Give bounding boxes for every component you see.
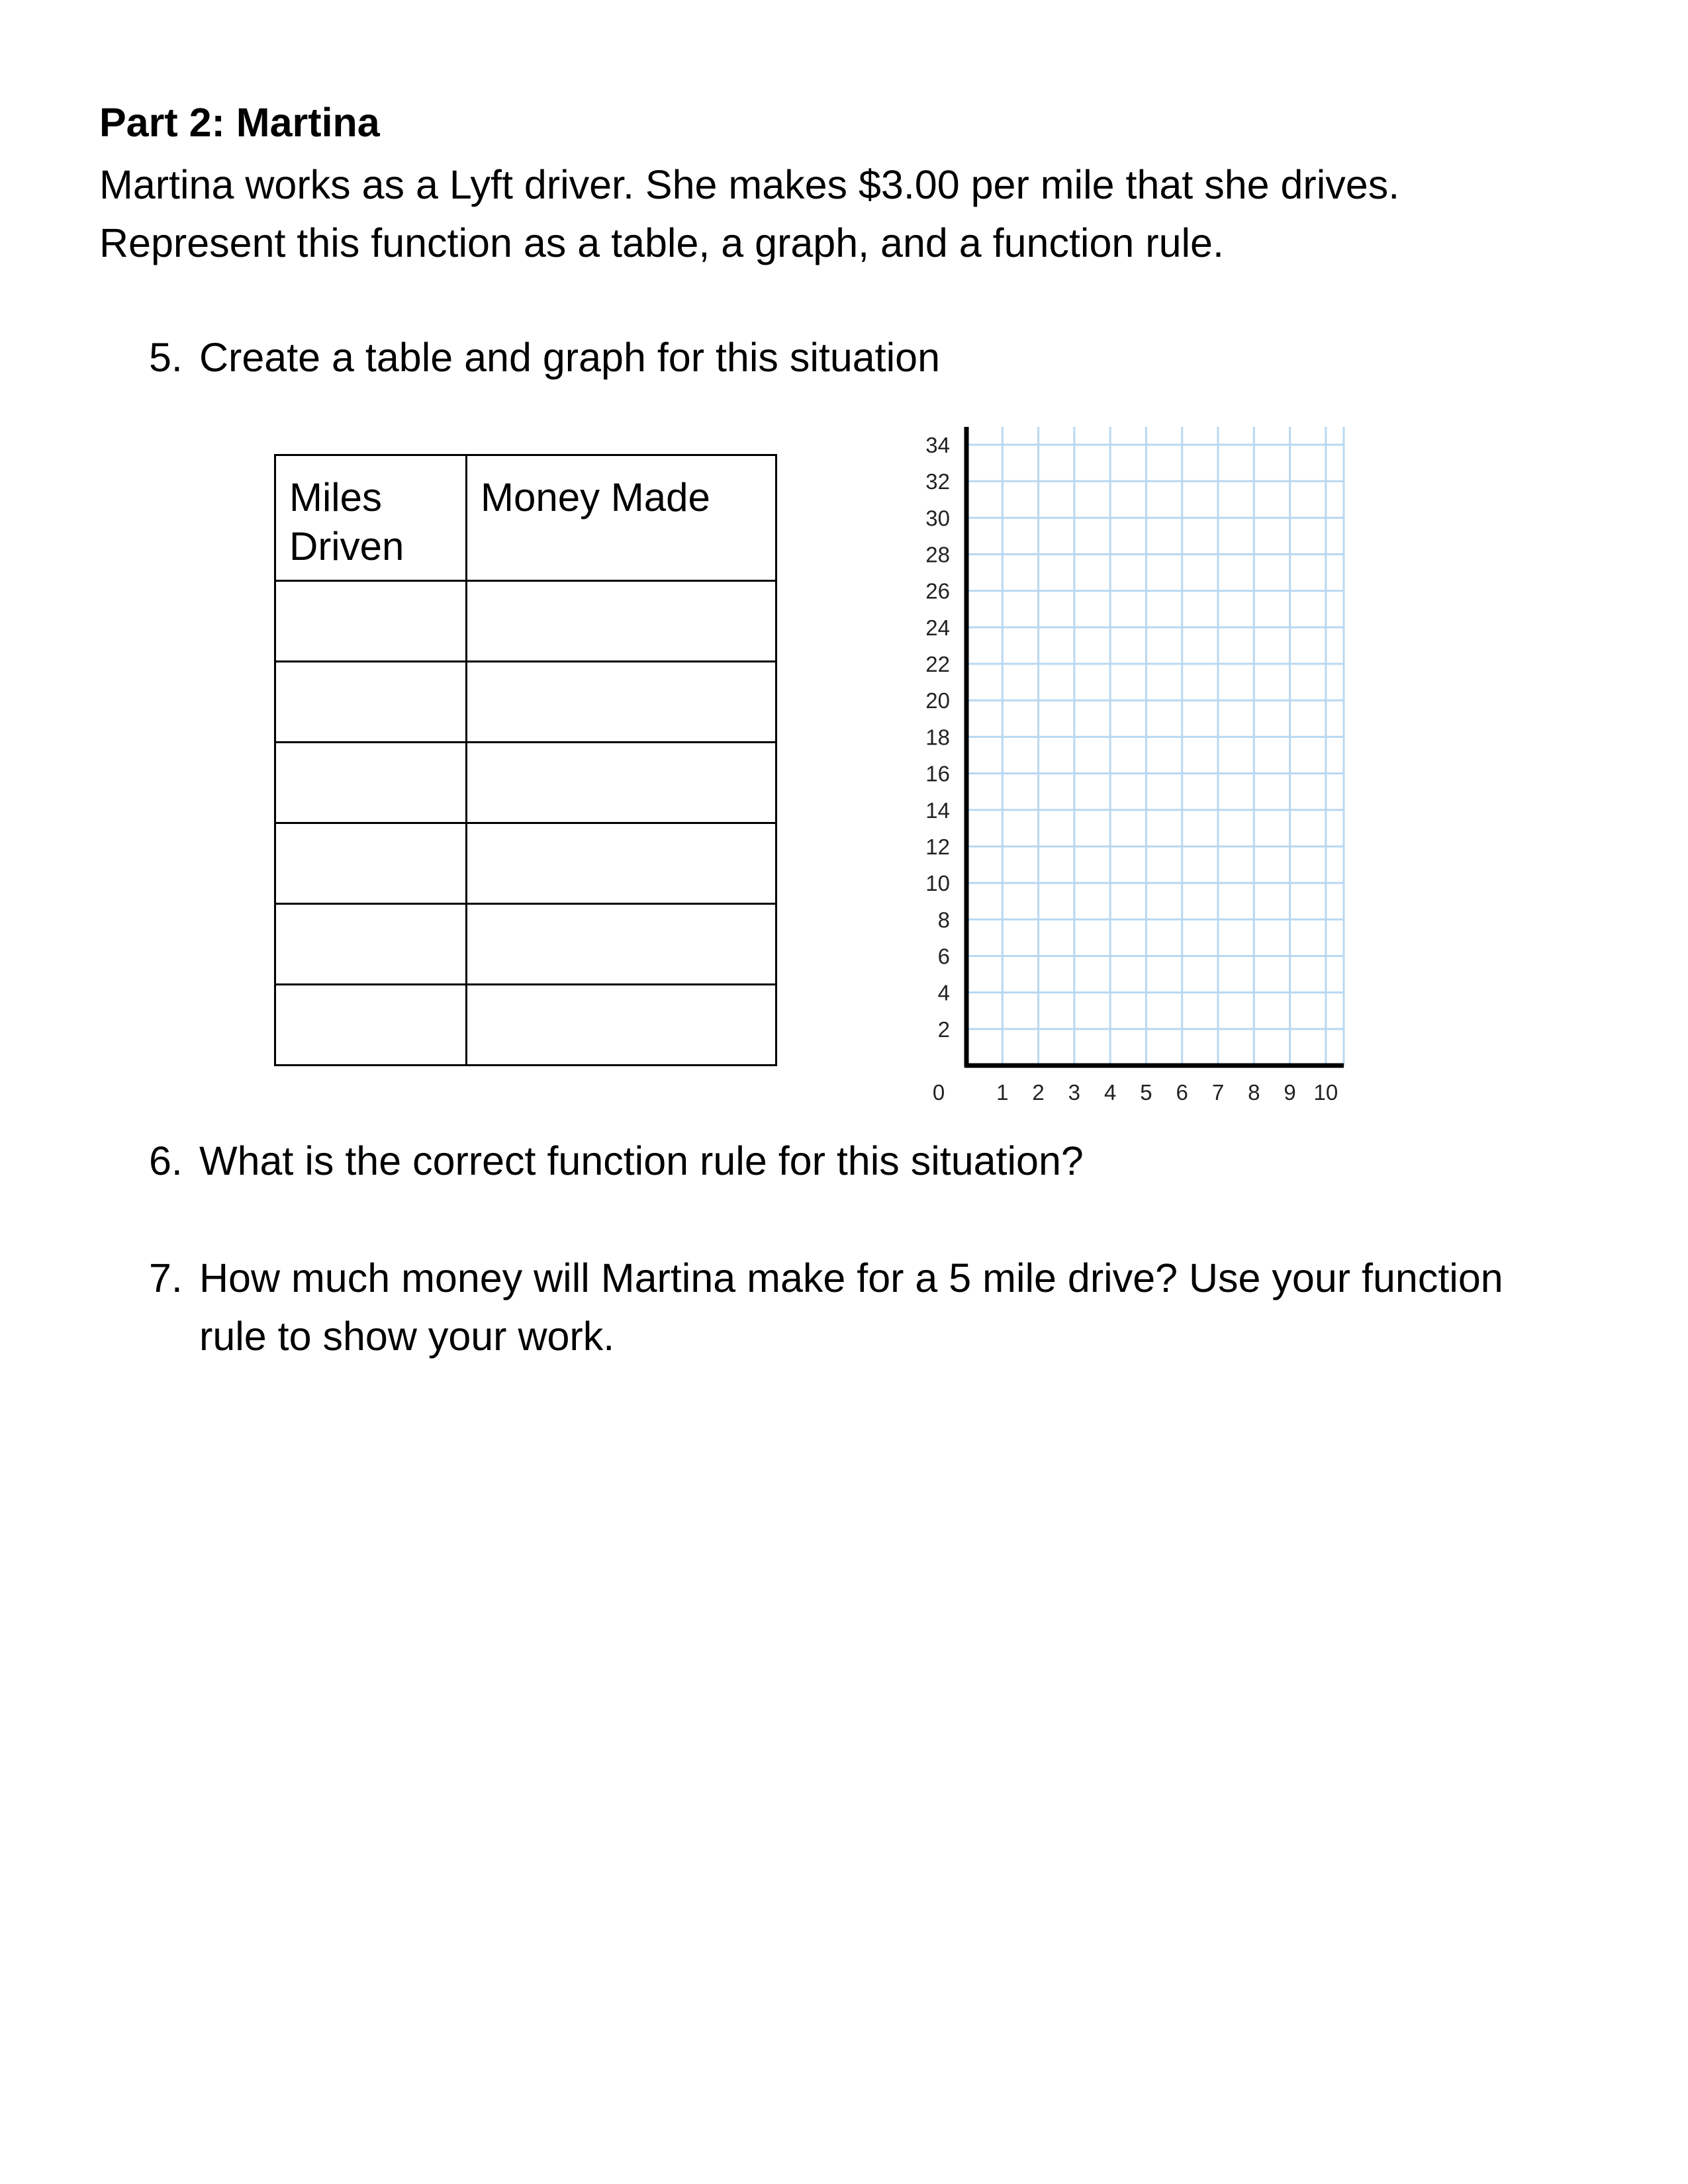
miles-cell[interactable]: [275, 581, 467, 662]
y-tick-label: 34: [925, 433, 950, 457]
header-money-made: Money Made: [467, 455, 776, 581]
money-cell[interactable]: [467, 823, 776, 904]
table-row: [275, 662, 776, 743]
miles-cell[interactable]: [275, 662, 467, 743]
miles-cell[interactable]: [275, 743, 467, 823]
question-6-text: What is the correct function rule for this situation?: [199, 1138, 1084, 1183]
money-cell[interactable]: [467, 743, 776, 823]
table-row: [275, 743, 776, 823]
table-row: [275, 581, 776, 662]
y-tick-label: 28: [925, 542, 950, 567]
money-cell[interactable]: [467, 662, 776, 743]
y-tick-label: 16: [925, 761, 950, 786]
money-cell[interactable]: [467, 904, 776, 985]
question-7-number: 7.: [149, 1255, 183, 1300]
x-tick-label: 0: [932, 1080, 945, 1105]
table-row: [275, 985, 776, 1066]
axes: [964, 427, 1344, 1067]
y-tick-label: 20: [925, 688, 950, 713]
x-tick-label: 8: [1248, 1080, 1260, 1105]
y-tick-label: 4: [937, 980, 950, 1005]
question-7-line-1: How much money will Martina make for a 5 mile drive? Use your function: [199, 1255, 1503, 1300]
question-5-text: Create a table and graph for this situation: [199, 335, 941, 380]
table-row: [275, 823, 776, 904]
y-tick-label: 30: [925, 506, 950, 531]
table-header-row: [275, 455, 776, 581]
x-tick-label: 1: [996, 1080, 1009, 1105]
function-table: [274, 454, 777, 1066]
x-tick-label: 6: [1176, 1080, 1188, 1105]
miles-cell[interactable]: [275, 904, 467, 985]
x-tick-label: 9: [1284, 1080, 1296, 1105]
miles-cell[interactable]: [275, 823, 467, 904]
y-tick-label: 12: [925, 834, 950, 859]
y-tick-label: 14: [925, 797, 950, 823]
x-tick-label: 5: [1140, 1080, 1152, 1105]
y-tick-label: 6: [937, 944, 950, 969]
question-7-line-2: rule to show your work.: [199, 1314, 615, 1359]
header-miles-driven: Miles Driven: [275, 455, 467, 581]
table-row: [275, 904, 776, 985]
y-tick-labels: [925, 433, 950, 1042]
grid-lines: [966, 427, 1344, 1066]
y-tick-label: 26: [925, 578, 950, 604]
y-tick-label: 24: [925, 615, 950, 640]
x-tick-label: 4: [1103, 1080, 1117, 1105]
x-tick-label: 10: [1313, 1080, 1338, 1105]
intro-line-2: Represent this function as a table, a graph, and a function rule.: [99, 220, 1224, 265]
y-tick-label: 22: [925, 652, 950, 677]
money-cell[interactable]: [467, 581, 776, 662]
question-5-number: 5.: [149, 335, 183, 380]
intro-paragraph: [99, 156, 1399, 272]
intro-line-1: Martina works as a Lyft driver. She makes $3.00 per mile that she drives.: [99, 162, 1400, 207]
money-cell[interactable]: [467, 985, 776, 1066]
x-tick-label: 3: [1068, 1080, 1081, 1105]
x-tick-labels: [933, 1080, 1338, 1105]
y-tick-label: 18: [925, 725, 950, 750]
coordinate-grid[interactable]: [907, 417, 1357, 1105]
x-tick-label: 2: [1032, 1080, 1045, 1105]
miles-cell[interactable]: [275, 985, 467, 1066]
part-heading: Part 2: Martina: [99, 100, 380, 145]
question-7-text: [199, 1249, 1503, 1365]
x-tick-label: 7: [1211, 1080, 1225, 1105]
y-tick-label: 2: [937, 1017, 950, 1042]
y-tick-label: 8: [937, 907, 950, 933]
y-tick-label: 32: [925, 469, 950, 494]
y-tick-label: 10: [925, 871, 950, 896]
question-6-number: 6.: [149, 1138, 183, 1183]
